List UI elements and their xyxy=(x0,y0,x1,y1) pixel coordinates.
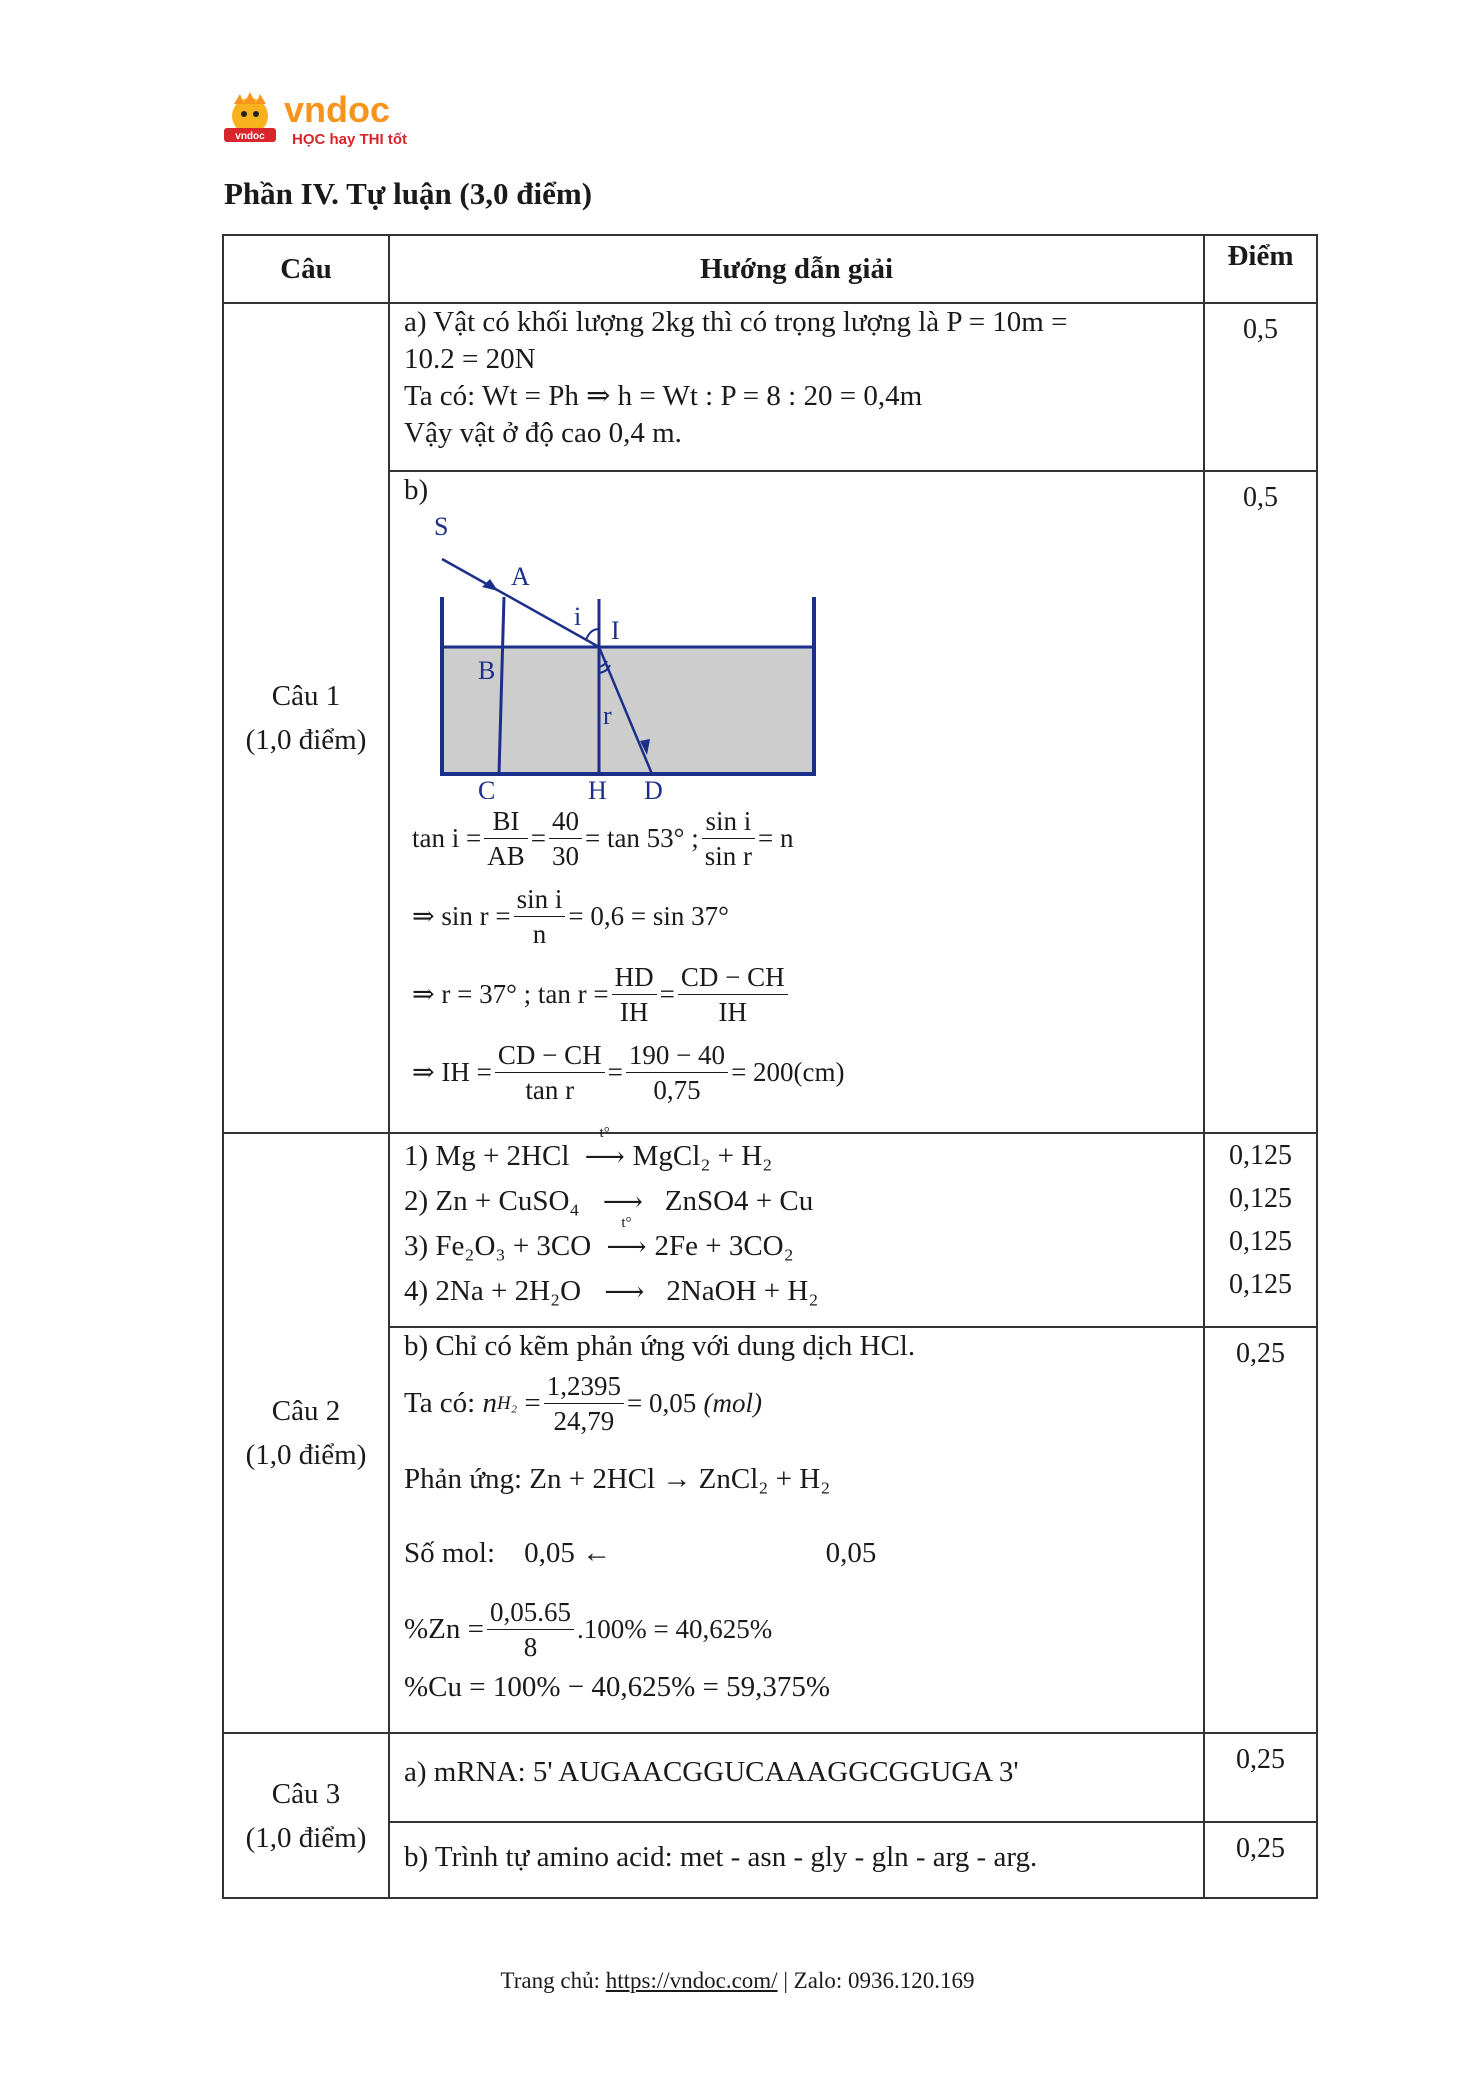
reaction-score: 0,125 xyxy=(1229,1226,1292,1257)
question-1-title: Câu 1 xyxy=(271,680,341,712)
q2a-scores xyxy=(1204,1133,1317,1327)
logo-slogan: HỌC hay THI tốt xyxy=(292,131,407,148)
page-footer xyxy=(0,1968,1475,1994)
percent-cu-line: %Cu = 100% − 40,625% = 59,375% xyxy=(404,1671,831,1703)
page-title: Phần IV. Tự luận (3,0 điểm) xyxy=(224,176,593,211)
footer-home-link[interactable]: https://vndoc.com/ xyxy=(605,1968,778,1993)
question-2-cell xyxy=(223,1133,389,1733)
question-1-cell xyxy=(223,303,389,1133)
q1a-content xyxy=(389,303,1204,471)
reaction-score: 0,125 xyxy=(1229,1140,1292,1171)
header-solution: Hướng dẫn giải xyxy=(389,235,1204,303)
q3b-content: b) Trình tự amino acid: met - asn - gly - gln - arg - arg. xyxy=(389,1822,1204,1898)
equation-tan-r: ⇒ r = 37° ; tan r = $\frac{HD}{IH}$ = $\frac{CD - CH}{IH}$ xyxy=(412,955,1193,1033)
q2b-content xyxy=(389,1327,1204,1733)
q2b-intro: b) Chỉ có kẽm phản ứng với dung dịch HCl. xyxy=(404,1330,916,1362)
reaction-line: 4) 2Na + 2H₂O ⟶ 2NaOH + H₂ xyxy=(404,1275,819,1309)
table-header-row xyxy=(223,235,1317,303)
q1a-line: a) Vật có khối lượng 2kg thì có trọng lượng là P = 10m = xyxy=(404,306,1068,338)
q1a-line: 10.2 = 20N xyxy=(404,343,536,375)
reaction-score: 0,125 xyxy=(1229,1269,1292,1300)
label-D: D xyxy=(644,776,663,799)
q1a-line: Ta có: Wt = Ph ⇒ h = Wt : P = 8 : 20 = 0,4m xyxy=(404,380,923,412)
reaction-score: 0,125 xyxy=(1229,1183,1292,1214)
header-score: Điểm xyxy=(1204,235,1317,303)
footer-label: Trang chủ: xyxy=(500,1968,600,1993)
q2a-content xyxy=(389,1125,1204,1327)
question-3-cell xyxy=(223,1733,389,1898)
mol-row: Số mol: 0,05 ← 0,05 xyxy=(404,1537,877,1569)
equation-tan-i: tan i = $\frac{BI}{AB}$ = $\frac{40}{30}$ = tan 53° ; $\frac{\text{sin i}}{\text{sin r}}$ = n xyxy=(412,805,794,871)
answer-table xyxy=(222,234,1318,1899)
label-B: B xyxy=(478,656,496,685)
reaction-line: 2) Zn + CuSO₄ ⟶ ZnSO4 + Cu xyxy=(404,1185,814,1219)
header-question: Câu xyxy=(223,235,389,303)
question-1-points: (1,0 điểm) xyxy=(245,724,367,756)
q1a-line: Vậy vật ở độ cao 0,4 m. xyxy=(404,417,682,449)
label-H: H xyxy=(588,776,607,799)
q1b-label: b) xyxy=(404,474,429,506)
reaction-equation: Phản ứng: Zn + 2HCl → ZnCl₂ + H₂ xyxy=(404,1463,831,1495)
water-region xyxy=(442,647,814,774)
q2b-score: 0,25 xyxy=(1204,1327,1317,1733)
question-2-title: Câu 2 xyxy=(271,1395,341,1427)
label-I: I xyxy=(611,616,620,645)
q1b-score: 0,5 xyxy=(1204,471,1317,1133)
equation-sin-r: ⇒ sin r = $\frac{\text{sin i}}{n}$ = 0,6 = sin 37° xyxy=(412,883,729,949)
reaction-line: 1) Mg + 2HCl t° ⟶ MgCl₂ + H₂ xyxy=(404,1125,773,1174)
table-row xyxy=(223,303,1317,471)
logo-badge-text: vndoc xyxy=(235,131,265,142)
refraction-diagram xyxy=(404,509,824,799)
logo-wordmark: vndoc xyxy=(284,90,391,130)
q3a-score: 0,25 xyxy=(1204,1733,1317,1822)
vndoc-logo[interactable] xyxy=(222,90,432,152)
label-i: i xyxy=(574,602,582,631)
reaction-line: 3) Fe₂O₃ + 3CO t° ⟶ 2Fe + 3CO₂ xyxy=(404,1215,794,1264)
question-2-points: (1,0 điểm) xyxy=(245,1439,367,1471)
equation-IH: ⇒ IH = $\frac{CD - CH}{\text{tan r}}$ = $\frac{190 - 40}{0,75}$ = 200(cm) xyxy=(412,1039,845,1105)
label-C: C xyxy=(478,776,496,799)
equation-percent-zn: %Zn = $\frac{0,05.65}{8}$ .100% = 40,625% xyxy=(404,1596,773,1662)
footer-zalo: | Zalo: 0936.120.169 xyxy=(783,1968,975,1993)
q3b-score: 0,25 xyxy=(1204,1822,1317,1898)
question-3-title: Câu 3 xyxy=(271,1777,341,1810)
table-row xyxy=(223,1133,1317,1327)
question-3-points: (1,0 điểm) xyxy=(245,1821,367,1854)
q3a-content: a) mRNA: 5' AUGAACGGUCAAAGGCGGUGA 3' xyxy=(389,1733,1204,1822)
equation-mol-h2: Ta có: n H₂ = $\frac{1,2395}{24,79}$ = 0,05 (mol) xyxy=(404,1370,762,1436)
q1b-content xyxy=(389,471,1204,1133)
label-A: A xyxy=(511,562,530,591)
q1a-score: 0,5 xyxy=(1204,303,1317,471)
label-r: r xyxy=(603,701,612,730)
table-row xyxy=(223,1733,1317,1822)
label-S: S xyxy=(434,512,449,541)
